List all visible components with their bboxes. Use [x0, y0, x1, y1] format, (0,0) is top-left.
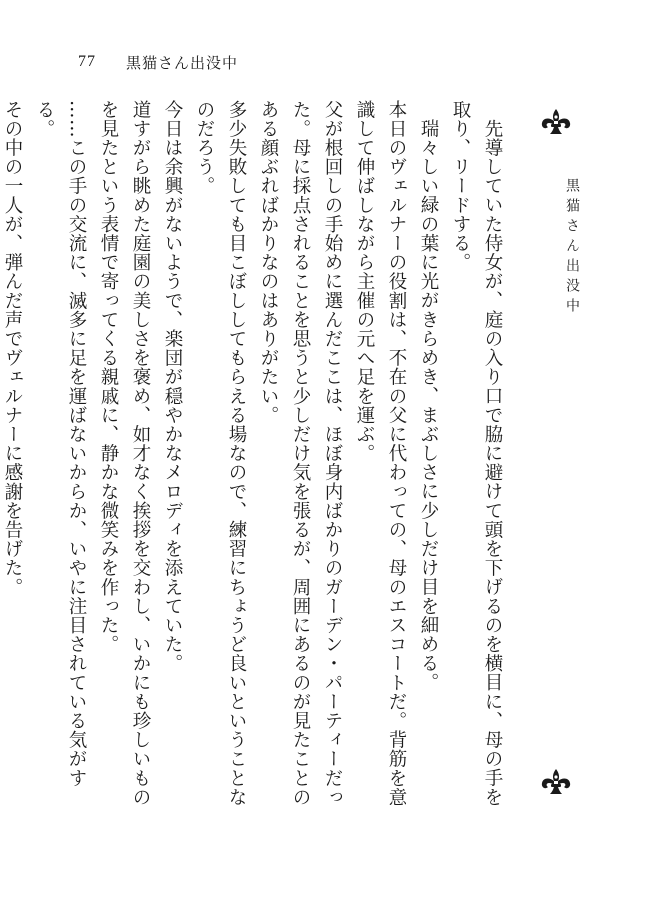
- paragraph: ……この手の交流に、滅多に足を運ばないからか、いやに注目されている気がする。: [34, 100, 87, 788]
- page-number: 77: [78, 53, 96, 70]
- fleur-de-lis-ornament-icon: [540, 768, 572, 796]
- paragraph: 多少失敗しても目こぼししてもらえる場なので、練習にちょうど良いということなのだろう。: [194, 100, 247, 807]
- paragraph: 道すがら眺めた庭園の美しさを褒め、如才なく挨拶を交わし、いかにも珍しいものを見たという表情で寄ってくる親戚に、静かな微笑みを作った。: [98, 100, 151, 807]
- paragraph: 父が根回しの手始めに選んだここは、ほぼ身内ばかりのガーデン・パーティーだった。母に採点されることを思うと少しだけ気を張るが、周囲にあるのが見たことのある顔ぶればかりなのはありがたい。: [258, 100, 343, 807]
- fleur-de-lis-ornament-icon: [540, 108, 572, 136]
- paragraph: 本日のヴェルナーの役割は、不在の父に代わっての、母のエスコートだ。背筋を意識して伸ばしながら主催の元へ足を運ぶ。: [354, 100, 407, 807]
- chapter-title: 黒猫さん出没中: [126, 53, 239, 72]
- paragraph: 先導していた侍女が、庭の入り口で脇に避けて頭を下げるのを横目に、母の手を取り、リードする。: [450, 100, 503, 807]
- paragraph: その中の一人が、弾んだ声でヴェルナーに感謝を告げた。: [2, 100, 23, 597]
- paragraph: 今日は余興がないようで、楽団が穏やかなメロディを添えていた。: [162, 100, 183, 673]
- paragraph: 瑞々しい緑の葉に光がきらめき、まぶしさに少しだけ目を細める。: [418, 118, 439, 692]
- running-header: [78, 50, 238, 74]
- side-title: 黒猫さん出没中: [564, 178, 580, 318]
- body-text: [2, 100, 508, 815]
